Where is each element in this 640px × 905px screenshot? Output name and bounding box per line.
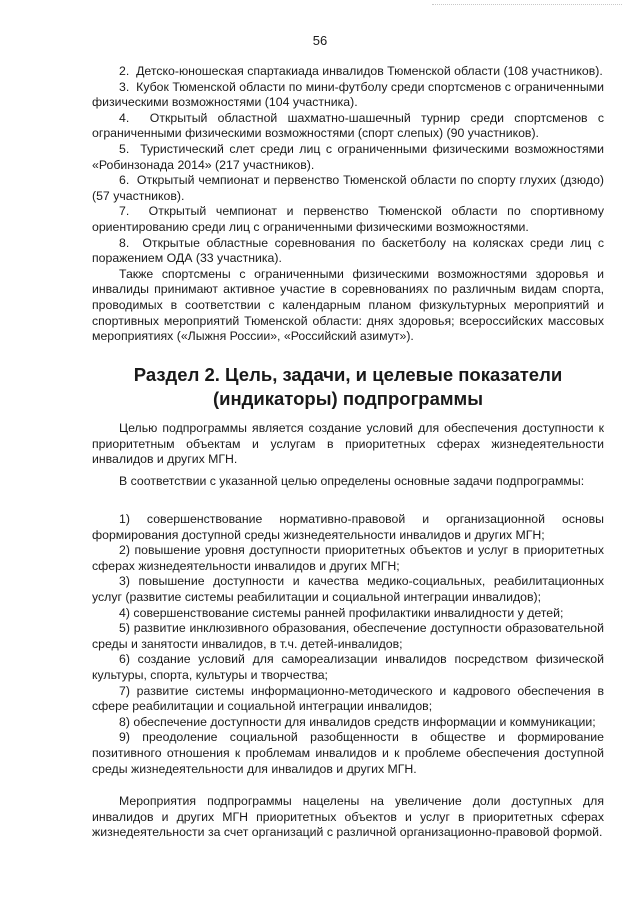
tasks-intro-block bbox=[92, 474, 604, 490]
list-item: 6) создание условий для самореализации инвалидов посредством физической культуры, спорта, культуры и творчества; bbox=[92, 652, 604, 682]
list-item: 4) совершенствование системы ранней профилактики инвалидности у детей; bbox=[119, 605, 564, 620]
list-item: 2) повышение уровня доступности приоритетных объектов и услуг в приоритетных сферах жизнедеятельности инвалидов и других МГН; bbox=[92, 543, 604, 573]
list-item: 1) совершенствование нормативно-правовой и организационной основы формирования доступной среды жизнедеятельности инвалидов и других МГН; bbox=[92, 512, 604, 542]
list-item: 7. Открытый чемпионат и первенство Тюменской области по спортивному ориентированию среди лиц с ограниченными физическими возможностями. bbox=[92, 204, 604, 234]
page-number: 56 bbox=[312, 33, 328, 48]
list-item: 8. Открытые областные соревнования по баскетболу на колясках среди лиц с поражением ОДА (33 участника). bbox=[92, 235, 604, 266]
section-heading-line: Раздел 2. Цель, задачи, и целевые показатели bbox=[133, 364, 563, 385]
section-heading bbox=[92, 363, 604, 411]
list-item: 6. Открытый чемпионат и первенство Тюменской области по спорту глухих (дзюдо) (57 участников). bbox=[92, 173, 604, 203]
list-item: 9) преодоление социальной разобщенности в обществе и формирование позитивного отношения к проблемам инвалидов и к проблеме обеспечения доступной среды жизнедеятельности для инвалидов и других МГН. bbox=[92, 730, 604, 776]
list-item: 5. Туристический слет среди лиц с ограниченными физическими возможностями «Робинзонада 2014» (217 участников). bbox=[92, 141, 604, 172]
paragraph: Также спортсмены с ограниченными физическими возможностями здоровья и инвалиды принимают активное участие в соревнованиях по различным видам спорта, проводимых в соответствии с календарным планом физкультурных мероприятий и спортивных мероприятий Тюменской области: днях здоровья; всероссийских массовых мероприятиях («Лыжня России», «Российский азимут»). bbox=[92, 266, 604, 344]
events-list bbox=[92, 64, 604, 345]
goal-paragraph: Целью подпрограммы является создание условий для обеспечения доступности к приоритетным объектам и услугам в приоритетных сферах жизнедеятельности инвалидов и других МГН. bbox=[92, 421, 604, 467]
list-item: 3) повышение доступности и качества медико-социальных, реабилитационных услуг (развитие системы реабилитации и социальной интеграции инвалидов); bbox=[92, 574, 604, 604]
tasks-intro: В соответствии с указанной целью определены основные задачи подпрограммы: bbox=[119, 474, 585, 488]
final-paragraph: Мероприятия подпрограммы нацелены на увеличение доли доступных для инвалидов и других МГН приоритетных объектов и услуг в приоритетных сферах жизнедеятельности за счет организаций с различной организационно-правовой формой. bbox=[92, 794, 604, 840]
final-section bbox=[92, 794, 604, 841]
section-heading-line: (индикаторы) подпрограммы bbox=[212, 388, 484, 409]
list-item: 7) развитие системы информационно-методического и кадрового обеспечения в сфере реабилитации и социальной интеграции инвалидов; bbox=[92, 683, 604, 714]
list-item: 3. Кубок Тюменской области по мини-футболу среди спортсменов с ограниченными физическими возможностями (104 участника). bbox=[92, 79, 604, 110]
list-item: 8) обеспечение доступности для инвалидов средств информации и коммуникации; bbox=[119, 714, 596, 729]
scan-artifact bbox=[432, 4, 622, 8]
list-item: 2. Детско-юношеская спартакиада инвалидов Тюменской области (108 участников). bbox=[119, 64, 603, 78]
list-item: 4. Открытый областной шахматно-шашечный турнир среди спортсменов с ограниченными физическими возможностями (спорт слепых) (90 участников). bbox=[92, 110, 604, 141]
list-item: 5) развитие инклюзивного образования, обеспечение доступности образовательной среды и занятости инвалидов, в т.ч. детей-инвалидов; bbox=[92, 621, 604, 651]
tasks-list bbox=[92, 512, 604, 777]
goal-section bbox=[92, 421, 604, 468]
